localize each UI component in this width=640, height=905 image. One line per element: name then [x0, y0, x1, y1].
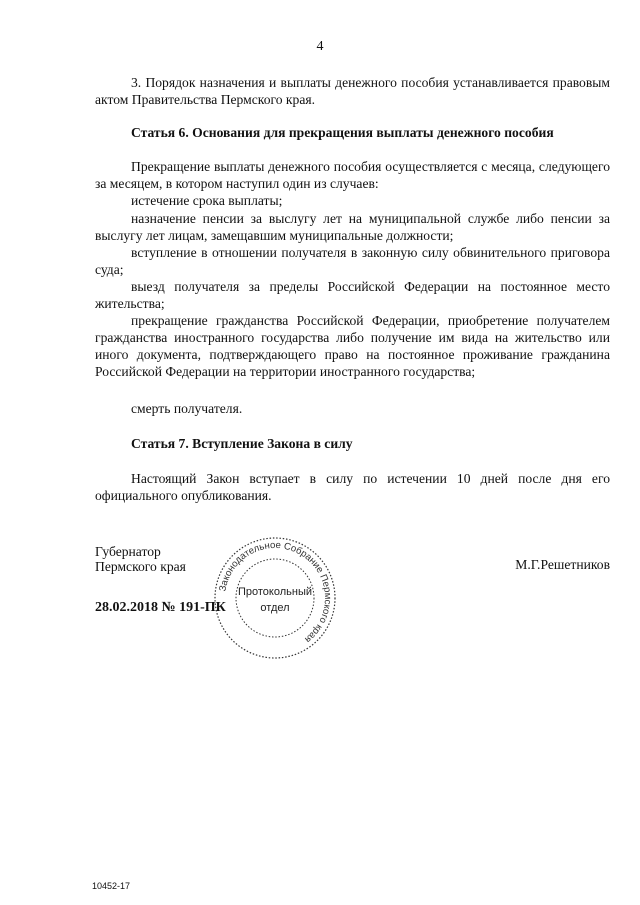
date-and-number: 28.02.2018 № 191-ПК	[95, 600, 226, 615]
page-number: 4	[316, 39, 324, 54]
article-6-heading: Статья 6. Основания для прекращения выплаты денежного пособия	[131, 125, 554, 140]
document-code: 10452-17	[92, 881, 131, 891]
signer-name: М.Г.Решетников	[515, 557, 610, 572]
article-6-case-3: вступление в отношении получателя в законную силу обвинительного приговора суда;	[95, 245, 610, 277]
article-6-case-4: выезд получателя за пределы Российской Федерации на постоянное место жительства;	[95, 279, 610, 311]
clause-3: 3. Порядок назначения и выплаты денежного пособия устанавливается правовым актом Правительства Пермского края.	[95, 75, 610, 107]
article-6-intro: Прекращение выплаты денежного пособия осуществляется с месяца, следующего за месяцем, в котором наступил один из случаев:	[95, 159, 610, 191]
signature-title-line-1: Губернатор	[95, 544, 161, 559]
article-6-case-6: смерть получателя.	[131, 401, 243, 416]
article-7-heading: Статья 7. Вступление Закона в силу	[131, 436, 353, 451]
stamp-ring-text: Законодательное Собрание Пермского края	[217, 539, 334, 645]
stamp-line-2: отдел	[260, 602, 290, 614]
article-7-text: Настоящий Закон вступает в силу по истечении 10 дней после дня его официального опубликования.	[95, 471, 610, 503]
article-6-case-2: назначение пенсии за выслугу лет на муниципальной службе либо пенсии за выслугу лет лицам, замещавшим муниципальные должности;	[95, 211, 610, 243]
article-6-case-1: истечение срока выплаты;	[131, 193, 283, 208]
stamp-seal-graphic	[210, 533, 340, 663]
article-6-case-5: прекращение гражданства Российской Федерации, приобретение получателем гражданства иностранного государства либо получение им вида на жительство или иного документа, подтверждающего право на постоянное проживание гражданина Российской Федерации на территории иностранного государства;	[95, 313, 610, 379]
official-stamp	[210, 533, 340, 663]
signature-title-line-2: Пермского края	[95, 559, 186, 574]
stamp-line-1: Протокольный	[237, 586, 313, 598]
